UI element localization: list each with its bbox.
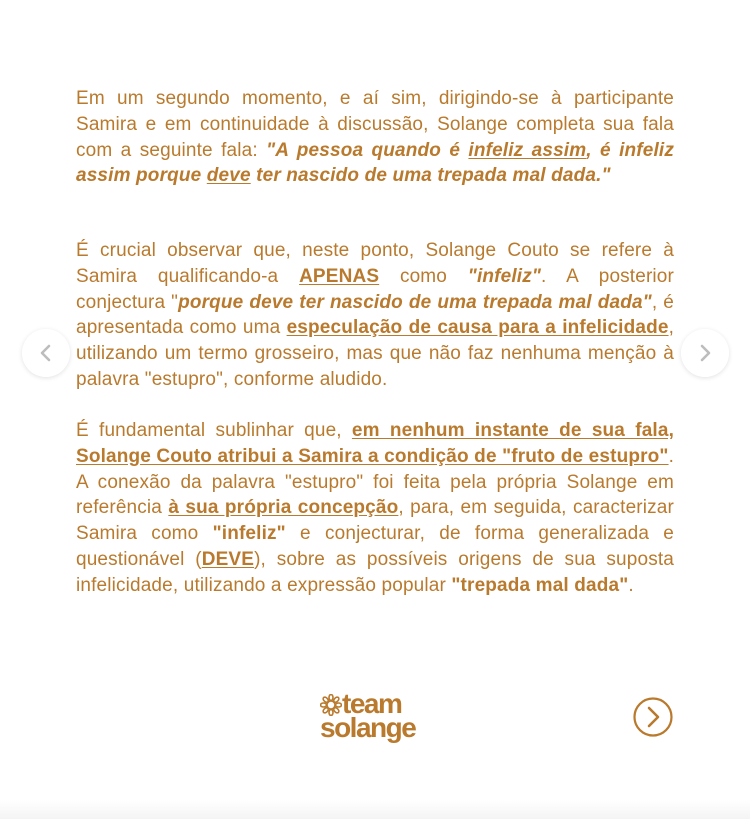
paragraph-1-text: Em um segundo momento, e aí sim, dirigindo-se à participante Samira e em continuidade à discussão, Solange completa sua fala com a seguinte fala: — [76, 88, 674, 161]
paragraph-2-text: como — [379, 265, 468, 287]
team-solange-logo — [318, 690, 438, 750]
quote-text: "A pessoa quando é — [266, 139, 469, 161]
emphasis-deve: DEVE — [201, 548, 255, 570]
paragraph-3-text: . — [628, 574, 634, 596]
carousel-next-button[interactable] — [681, 329, 729, 377]
carousel-prev-button[interactable] — [22, 329, 70, 377]
quote-text: porque deve ter nascido de uma trepada mal dada" — [178, 291, 652, 313]
quote-text: , é infeliz assim porque — [76, 139, 674, 187]
emphasis-apenas: APENAS — [299, 265, 380, 287]
paragraph-3-text: e conjecturar, de forma generalizada e questionável ( — [76, 523, 674, 570]
paragraph-2-text: , é apresentada como uma — [76, 291, 674, 339]
paragraph-2-text: . A posterior conjectura " — [76, 265, 674, 313]
paragraph-1 — [76, 86, 674, 189]
emphasis-trepada-mal-dada: "trepada mal dada" — [451, 574, 629, 596]
paragraph-3-text: , para, em seguida, caracterizar Samira como — [76, 497, 674, 545]
paragraph-3-text: ), sobre as possíveis origens de sua suposta infelicidade, utilizando a expressão popular — [76, 548, 674, 596]
logo-text-team: team — [342, 688, 402, 719]
paragraph-3-text: . A conexão da palavra "estupro" foi feita pela própria Solange em referência — [76, 445, 674, 519]
quote-underlined-deve: deve — [206, 165, 251, 187]
circle-chevron-right-icon[interactable] — [633, 697, 673, 737]
bottom-edge — [0, 800, 750, 819]
chevron-right-icon — [695, 343, 715, 363]
emphasis-especulacao: especulação de causa para a infelicidade — [286, 317, 669, 339]
emphasis-infeliz: "infeliz" — [212, 523, 286, 545]
paragraph-3 — [76, 418, 674, 599]
quote-text: ter nascido de uma trepada mal dada." — [250, 165, 611, 187]
emphasis-infeliz: "infeliz" — [467, 265, 541, 287]
chevron-left-icon — [36, 343, 56, 363]
emphasis-propria-concepcao: à sua própria concepção — [168, 497, 399, 519]
paragraph-3-text: É fundamental sublinhar que, — [76, 420, 352, 441]
emphasis-em-nenhum-instante: em nenhum instante de sua fala, Solange Couto atribui a Samira a condição de "fruto de estupro" — [76, 420, 674, 467]
quote-underlined-infeliz-assim: infeliz assim — [468, 139, 587, 161]
paragraph-2-text: É crucial observar que, neste ponto, Solange Couto se refere à Samira qualificando-a — [76, 240, 674, 287]
paragraph-2 — [76, 238, 674, 393]
logo-text-solange: solange — [320, 712, 416, 743]
paragraph-2-text: , utilizando um termo grosseiro, mas que não faz nenhuma menção à palavra "estupro", conforme aludido. — [76, 317, 674, 390]
